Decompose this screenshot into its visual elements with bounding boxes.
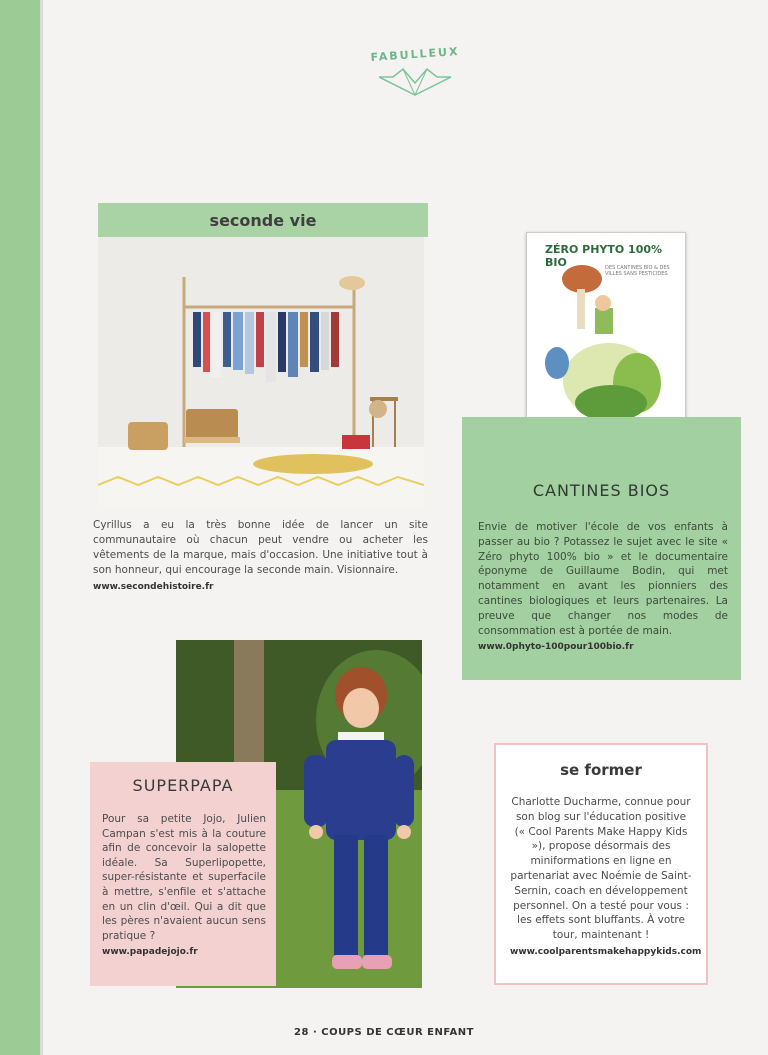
superpapa-body: Pour sa petite Jojo, Julien Campan s'est mis à la couture afin de concevoir la salopette idéale. Sa Superlipopette, super-résistante et superfacile à mettre, s'enfile et s'attache en un clin d'œil. Qui a dit que les pères n'avaient aucun sens pratique ? <box>102 813 266 942</box>
superpapa-link[interactable]: www.papadejojo.fr <box>102 947 198 958</box>
seconde-vie-link[interactable]: www.secondehistoire.fr <box>93 582 214 592</box>
seconde-vie-header: seconde vie <box>98 203 428 237</box>
fabulleux-logo <box>360 44 470 118</box>
clothing-rack-illustration <box>98 237 424 505</box>
superpapa-text <box>102 812 266 960</box>
poster-title: ZÉRO PHYTO 100% BIO <box>545 243 663 269</box>
seconde-vie-body: Cyrillus a eu la très bonne idée de lancer un site communautaire où chacun peut vendre ou acheter les vêtements de la marque, mais d'occasion. Une initiative tout à son honneur, qui encourage la seconde main. Visionnaire. <box>93 519 428 576</box>
paper-boat-icon <box>375 67 455 101</box>
se-former-text <box>510 795 702 960</box>
page-footer: 28 · COUPS DE CŒUR ENFANT <box>294 1027 474 1038</box>
cantines-bios-body: Envie de motiver l'école de vos enfants à passer au bio ? Potassez le sujet avec le site « Zéro phyto 100% bio » et le documentaire éponyme de Guillaume Bodin, qui met notamment en avant les pionniers des cantines biologiques et leurs partenaires. La preuve que changer nos modes de consommation est à portée de main. <box>478 521 728 637</box>
se-former-link[interactable]: www.coolparentsmakehappykids.com <box>510 946 702 957</box>
se-former-body: Charlotte Ducharme, connue pour son blog sur l'éducation positive (« Cool Parents Make Happy Kids »), propose désormais des miniformations en ligne en partenariat avec Noémie de Saint-Sernin, coach en développement personnel. On a testé pour vous : les effets sont bluffants. À votre tour, maintenant ! <box>510 796 692 942</box>
cantines-bios-text <box>478 520 728 655</box>
superpapa-box <box>90 762 276 986</box>
logo-text: FABULLEUX <box>370 44 460 65</box>
page-spine <box>0 0 40 1055</box>
clothing-rack-photo <box>98 237 424 505</box>
cantines-bios-link[interactable]: www.0phyto-100pour100bio.fr <box>478 642 634 653</box>
se-former-box <box>494 743 708 985</box>
page-spine-edge <box>40 0 43 1055</box>
se-former-title: se former <box>560 761 642 779</box>
cantines-bios-title: CANTINES BIOS <box>532 481 671 500</box>
cantines-bios-box <box>462 417 741 680</box>
poster-subtitle: DES CANTINES BIO & DES VILLES SANS PESTICIDES <box>605 265 670 277</box>
superpapa-title: SUPERPAPA <box>132 776 234 795</box>
seconde-vie-text <box>93 518 428 595</box>
